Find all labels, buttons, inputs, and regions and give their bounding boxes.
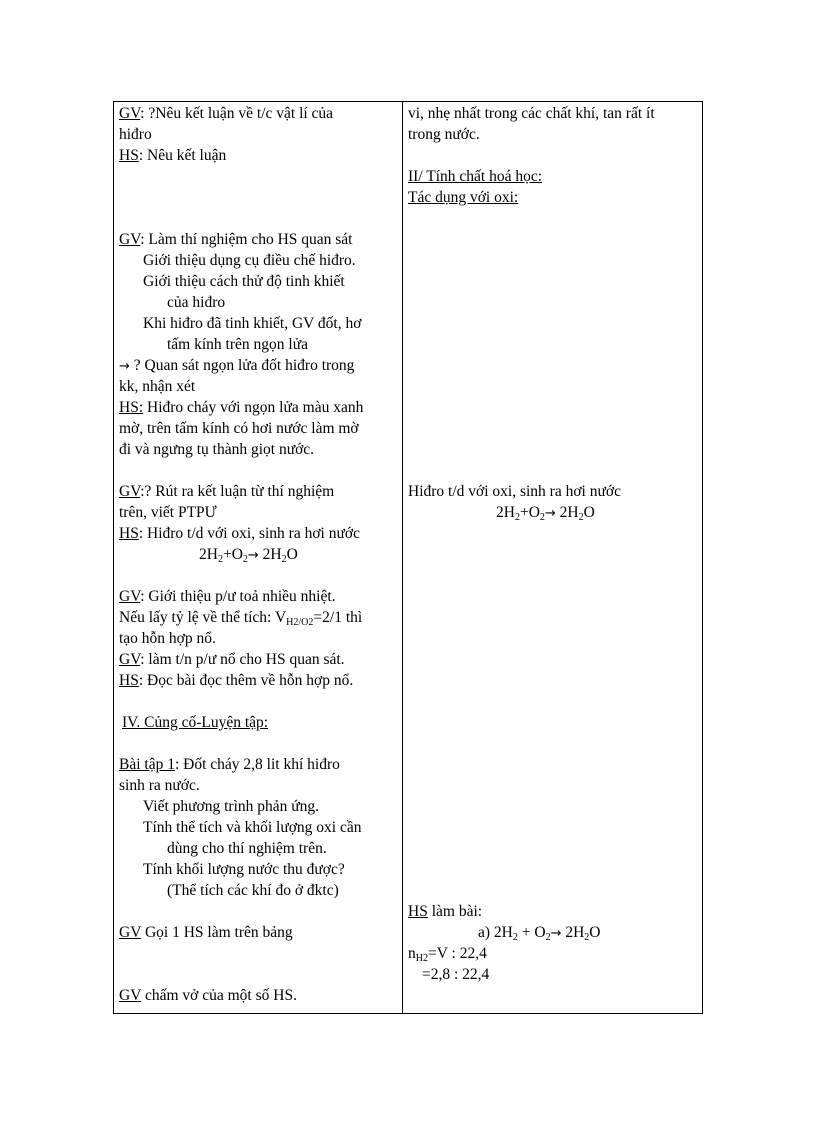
gv-instruction: : Làm thí nghiệm cho HS quan sát bbox=[140, 231, 353, 248]
column-divider bbox=[402, 101, 403, 1014]
exercise-item: Tính thể tích và khối lượng oxi cần bbox=[143, 819, 362, 836]
step-line: của hiđro bbox=[167, 294, 226, 311]
gv-question: : ?Nêu kết luận về t/c vật lí của bbox=[140, 105, 334, 122]
gv-question: :? Rút ra kết luận từ thí nghiệm bbox=[140, 483, 335, 500]
teacher-student-activities-column bbox=[119, 103, 397, 1006]
reaction-equation: $2H_2+O_2\to 2H_2O$ bbox=[199, 546, 298, 565]
gv-tag: GV bbox=[119, 651, 141, 668]
step-line: Khi hiđro đã tinh khiết, GV đốt, hơ bbox=[143, 315, 362, 332]
mole-calc: $n_{H2}=V$ : 22,4 bbox=[408, 945, 487, 964]
exercise-item: Tính khối lượng nước thu được? bbox=[143, 861, 345, 878]
question-line: ? Quan sát ngọn lửa đốt hiđro trong bbox=[129, 357, 355, 374]
arrow-icon: → bbox=[247, 548, 259, 563]
content-line: trong nước. bbox=[408, 126, 480, 143]
hs-tag: HS bbox=[119, 147, 139, 164]
gv-call: Gọi 1 HS làm trên bảng bbox=[141, 924, 293, 941]
solution-equation: a) $2H_2 + O_2\to 2H_2O$ bbox=[478, 924, 601, 943]
exercise-text: : Đốt cháy 2,8 lit khí hiđro bbox=[174, 756, 340, 773]
exercise-note: (Thể tích các khí đo ở đktc) bbox=[167, 882, 339, 899]
step-line: tấm kính trên ngọn lửa bbox=[167, 336, 308, 353]
arrow-icon: → bbox=[544, 506, 556, 521]
exercise-item: dùng cho thí nghiệm trên. bbox=[167, 840, 327, 857]
ratio-line: Nếu lấy tỷ lệ về thể tích: $V_{H2/O2}=2/1$ thì bbox=[119, 609, 363, 628]
hs-work: làm bài: bbox=[427, 903, 483, 920]
hs-tag: HS bbox=[408, 903, 428, 920]
content-line: vi, nhẹ nhất trong các chất khí, tan rất ít bbox=[408, 105, 655, 122]
section-heading: IV. Củng cố-Luyện tập: bbox=[122, 714, 269, 731]
gv-explanation: : Giới thiệu p/ư toả nhiều nhiệt. bbox=[140, 588, 336, 605]
mole-calc-cont: =2,8 : 22,4 bbox=[422, 966, 490, 983]
gv-question-cont: trên, viết PTPƯ bbox=[119, 504, 217, 521]
gv-tag: GV bbox=[119, 483, 141, 500]
exercise-tag: Bài tập 1 bbox=[119, 756, 175, 773]
hs-answer: : Nêu kết luận bbox=[138, 147, 227, 164]
gv-tag: GV bbox=[119, 924, 142, 941]
explanation-cont: tạo hỗn hợp nổ. bbox=[119, 630, 216, 647]
gv-grading: chấm vở của một số HS. bbox=[141, 987, 297, 1004]
reaction-equation: $2H_2+O_2\to 2H_2O$ bbox=[496, 504, 595, 523]
content-column bbox=[408, 103, 698, 985]
hs-tag: HS bbox=[119, 672, 139, 689]
question-line-cont: kk, nhận xét bbox=[119, 378, 196, 395]
exercise-item: Viết phương trình phản ứng. bbox=[143, 798, 320, 815]
gv-demo: : làm t/n p/ư nổ cho HS quan sát. bbox=[140, 651, 345, 668]
arrow-icon: → bbox=[119, 359, 130, 374]
gv-tag: GV bbox=[119, 231, 141, 248]
step-line: Giới thiệu cách thử độ tinh khiết bbox=[143, 273, 345, 290]
hs-tag: HS bbox=[119, 525, 139, 542]
subsection-heading: Tác dụng với oxi: bbox=[408, 189, 519, 206]
hs-observation-cont: mờ, trên tấm kính có hơi nước làm mờ bbox=[119, 420, 359, 437]
hs-tag: HS: bbox=[119, 399, 144, 416]
section-heading: II/ Tính chất hoá học: bbox=[408, 168, 543, 185]
exercise-text-cont: sinh ra nước. bbox=[119, 777, 200, 794]
hs-observation-cont: đi và ngưng tụ thành giọt nước. bbox=[119, 441, 315, 458]
hs-conclusion: : Hiđro t/d với oxi, sinh ra hơi nước bbox=[138, 525, 360, 542]
hs-observation: Hiđro cháy với ngọn lửa màu xanh bbox=[143, 399, 364, 416]
gv-tag: GV bbox=[119, 105, 141, 122]
gv-question-cont: hiđro bbox=[119, 126, 152, 143]
gv-tag: GV bbox=[119, 987, 142, 1004]
gv-tag: GV bbox=[119, 588, 141, 605]
hs-reading: : Đọc bài đọc thêm về hỗn hợp nổ. bbox=[138, 672, 354, 689]
step-line: Giới thiệu dụng cụ điều chế hiđro. bbox=[143, 252, 356, 269]
arrow-icon: → bbox=[550, 926, 562, 941]
conclusion-line: Hiđro t/d với oxi, sinh ra hơi nước bbox=[408, 483, 621, 500]
